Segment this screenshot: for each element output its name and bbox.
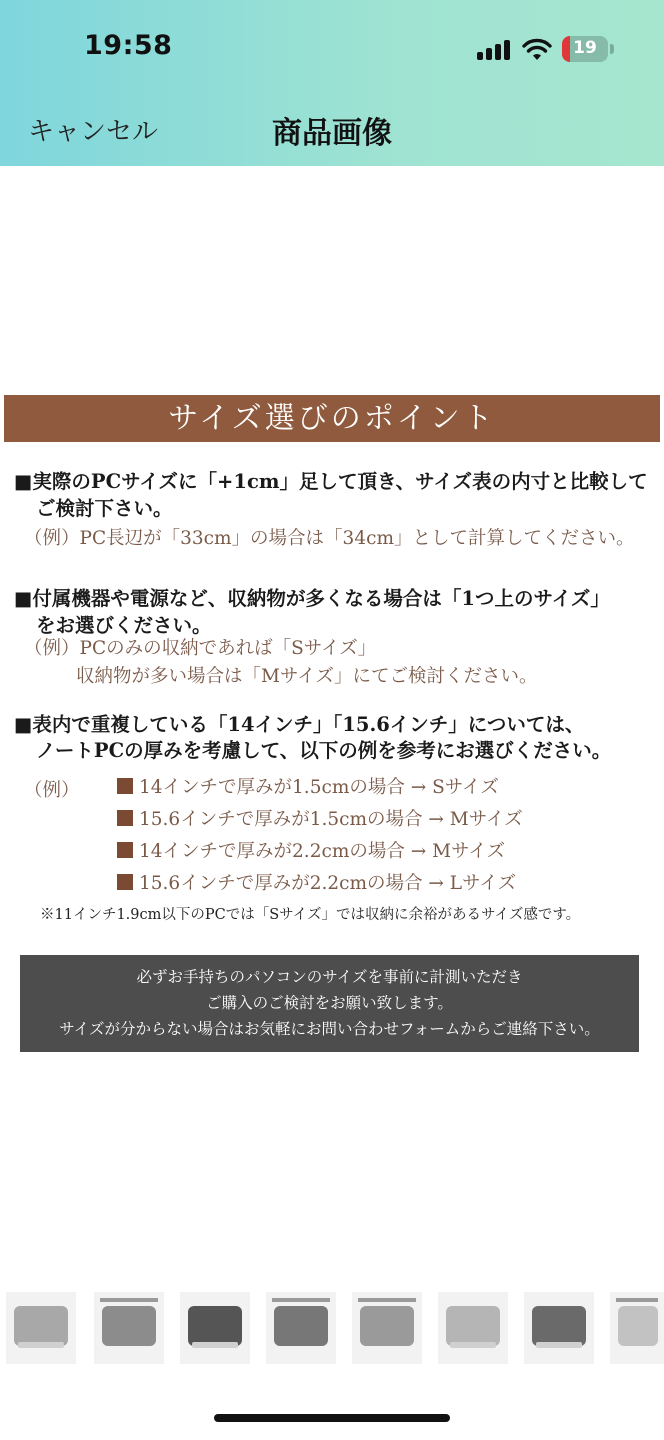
example-row	[117, 868, 523, 900]
section3-note: ※11インチ1.9cm以下のPCでは「Sサイズ」では収納に余裕があるサイズ感です。	[40, 907, 581, 923]
section1-example: （例）PC長辺が「33cm」の場合は「34cm」として計算してください。	[24, 528, 635, 549]
section3-line2: ノートPCの厚みを考慮して、以下の例を参考にお選びください。	[36, 739, 612, 762]
notice-line1: 必ずお手持ちのパソコンのサイズを事前に計測いただき	[136, 968, 523, 986]
section2-example2: 収納物が多い場合は「Mサイズ」にてご検討ください。	[76, 666, 538, 687]
thumbnail-4[interactable]	[266, 1292, 336, 1364]
battery-icon	[562, 36, 608, 62]
section2-example1: （例）PCのみの収納であれば「Sサイズ」	[24, 638, 377, 659]
thumbnail-strip[interactable]	[0, 1292, 664, 1368]
notice-line2: ご購入のご検討をお願い致します。	[206, 994, 453, 1012]
notice-box	[20, 955, 639, 1052]
thumbnail-5[interactable]	[352, 1292, 422, 1364]
home-indicator[interactable]	[214, 1414, 450, 1422]
section3-line1: ■表内で重複している「14インチ」「15.6インチ」については、	[14, 713, 585, 736]
cellular-signal-icon	[477, 40, 511, 60]
example-text: 14インチで厚みが2.2cmの場合 → Mサイズ	[139, 841, 506, 862]
section3-example-list	[117, 772, 523, 900]
section1-line2: ご検討下さい。	[36, 497, 173, 520]
section2-line2: をお選びください。	[36, 614, 212, 637]
section1-line1: ■実際のPCサイズに「+1cm」足して頂き、サイズ表の内寸と比較して	[14, 470, 648, 493]
example-row	[117, 804, 523, 836]
battery-level: 19	[573, 38, 597, 58]
square-bullet-icon	[117, 778, 133, 794]
battery-tip	[610, 44, 614, 54]
example-row	[117, 836, 523, 868]
nav-header	[0, 0, 664, 166]
page-title: 商品画像	[272, 116, 392, 151]
square-bullet-icon	[117, 874, 133, 890]
example-text: 14インチで厚みが1.5cmの場合 → Sサイズ	[139, 777, 499, 798]
square-bullet-icon	[117, 810, 133, 826]
example-text: 15.6インチで厚みが1.5cmの場合 → Mサイズ	[139, 809, 523, 830]
example-row	[117, 772, 523, 804]
status-time: 19:58	[84, 30, 173, 61]
image-banner: サイズ選びのポイント	[4, 395, 660, 442]
wifi-icon	[522, 38, 552, 62]
section3-example-label: （例）	[24, 780, 80, 801]
notice-line3: サイズが分からない場合はお気軽にお問い合わせフォームからご連絡下さい。	[59, 1020, 600, 1038]
square-bullet-icon	[117, 842, 133, 858]
thumbnail-2[interactable]	[94, 1292, 164, 1364]
cancel-button[interactable]: キャンセル	[28, 111, 158, 148]
thumbnail-1[interactable]	[6, 1292, 76, 1364]
example-text: 15.6インチで厚みが2.2cmの場合 → Lサイズ	[139, 873, 517, 894]
thumbnail-6[interactable]	[438, 1292, 508, 1364]
section2-line1: ■付属機器や電源など、収納物が多くなる場合は「1つ上のサイズ」	[14, 587, 610, 610]
thumbnail-8[interactable]	[610, 1292, 664, 1364]
thumbnail-3[interactable]	[180, 1292, 250, 1364]
thumbnail-7[interactable]	[524, 1292, 594, 1364]
